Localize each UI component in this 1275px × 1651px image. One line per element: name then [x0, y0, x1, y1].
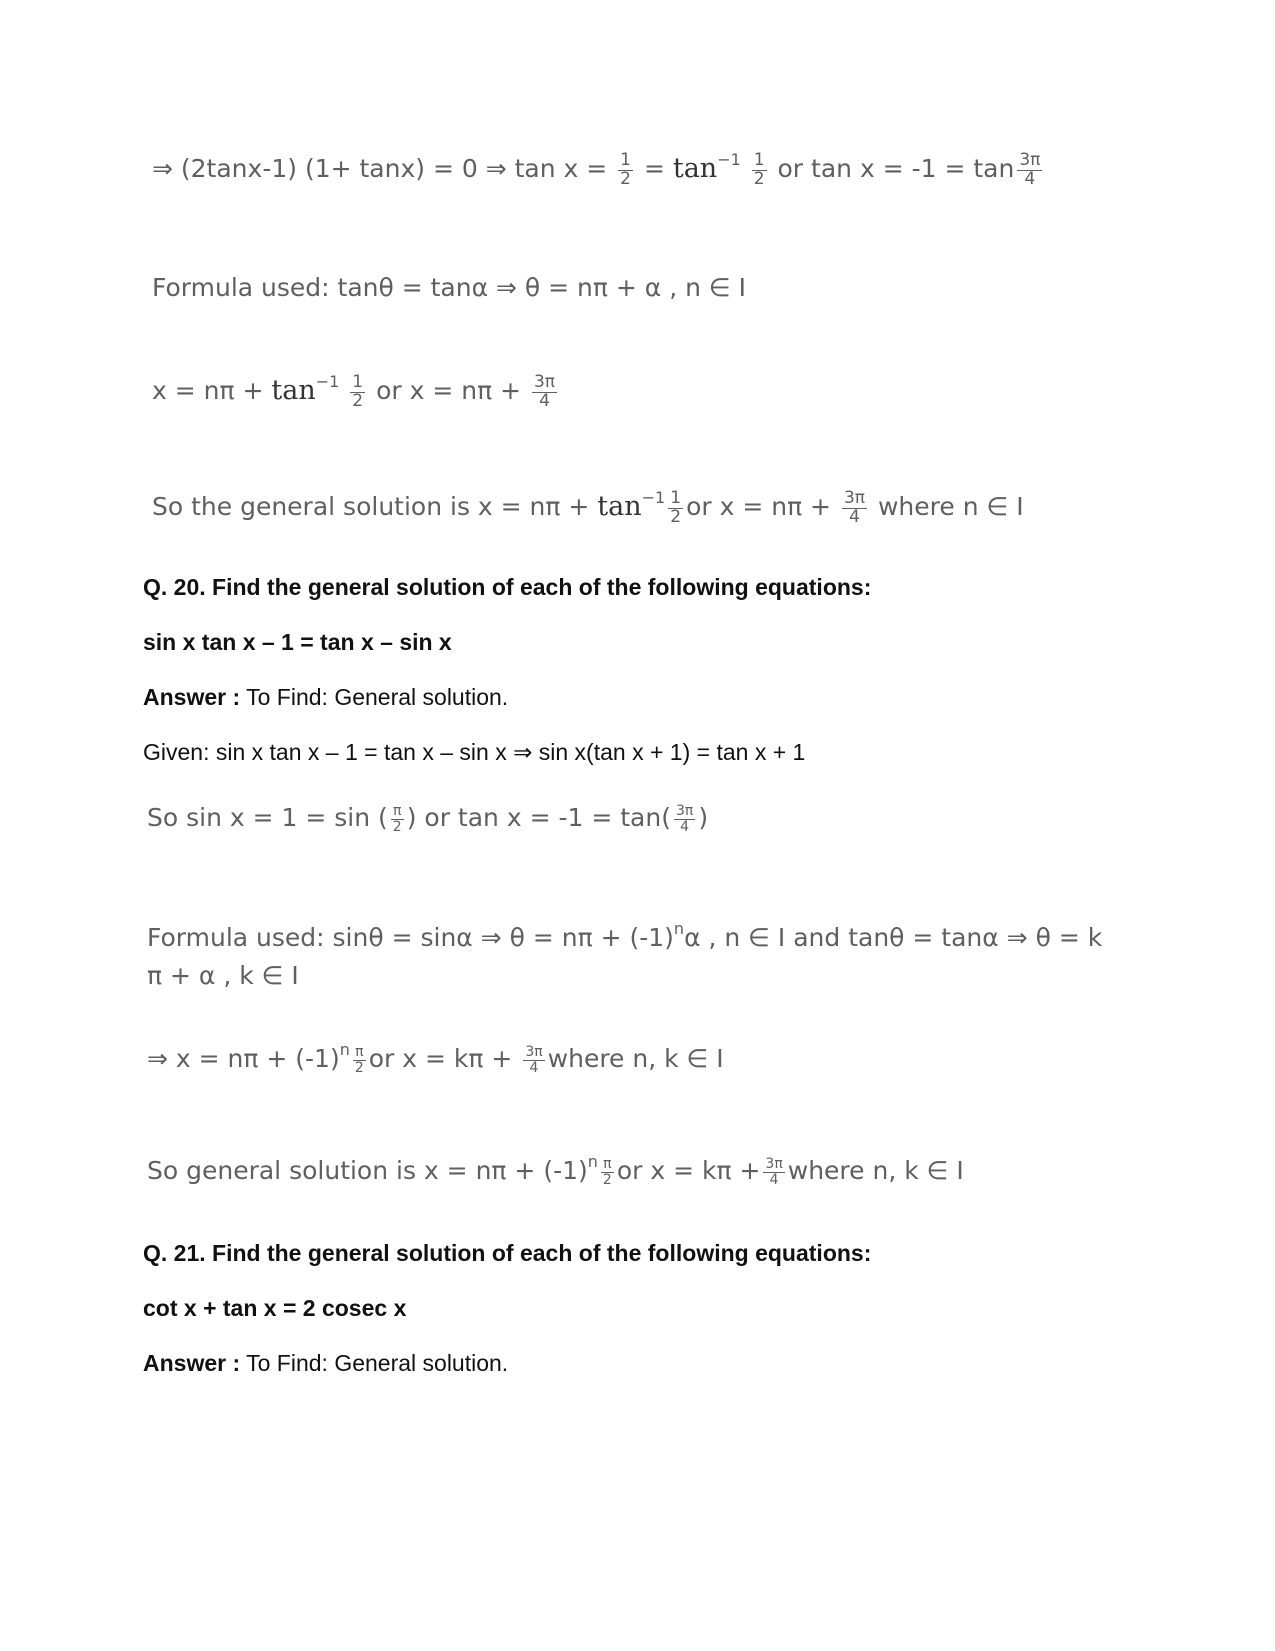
question-20-title: Q. 20. Find the general solution of each of the following equations: [143, 574, 872, 600]
step-solution-20 [147, 1040, 724, 1075]
question-21-equation: cot x + tan x = 2 cosec x [143, 1295, 407, 1321]
numerator: 1 [620, 149, 631, 170]
step-text: where n, k ∈ I [787, 1156, 964, 1185]
denominator: 2 [354, 1059, 364, 1076]
inverse-superscript: −1 [315, 372, 340, 391]
general-solution-20 [147, 1152, 964, 1187]
step-text: So the general solution is x = nπ + [152, 492, 590, 521]
step-text: x = nπ + [152, 376, 264, 405]
fraction [353, 1045, 366, 1075]
step-text: where n, k ∈ I [547, 1044, 724, 1073]
question-21-title: Q. 21. Find the general solution of each of the following equations: [143, 1240, 872, 1266]
step-text: = [643, 154, 665, 183]
formula-used-sin-tan [147, 910, 1102, 995]
step-text: π + α , k ∈ I [147, 961, 299, 990]
fraction [1017, 149, 1042, 189]
fraction [523, 1045, 544, 1075]
numerator: 1 [352, 371, 364, 392]
denominator: 2 [392, 818, 402, 835]
denominator: 4 [529, 1059, 539, 1076]
fraction [752, 149, 767, 189]
step-sin-tan-values [147, 803, 708, 834]
fraction [391, 804, 404, 834]
numerator: 3π [525, 1043, 543, 1060]
fraction [350, 371, 365, 411]
step-text: or tan x = -1 = tan [777, 154, 1015, 183]
fraction [601, 1157, 614, 1187]
answer-text: To Find: General solution. [240, 684, 509, 710]
denominator: 4 [769, 1171, 779, 1188]
step-text: Formula used: sinθ = sinα ⇒ θ = nπ + (-1) [147, 923, 674, 952]
answer-21 [143, 1350, 508, 1377]
fraction [763, 1157, 784, 1187]
fraction [668, 487, 683, 527]
inverse-superscript: −1 [717, 150, 741, 169]
numerator: π [601, 1157, 614, 1173]
denominator: 4 [1024, 168, 1036, 189]
step-text: where n ∈ I [877, 492, 1024, 521]
tan-function: tan [597, 491, 642, 522]
answer-20 [143, 684, 508, 711]
step-text: ) or tan x = -1 = tan( [406, 803, 671, 832]
numerator: 3π [675, 802, 694, 819]
given-20: Given: sin x tan x – 1 = tan x – sin x ⇒ sin x(tan x + 1) = tan x + 1 [143, 739, 806, 765]
power-superscript: n [339, 1040, 350, 1059]
numerator: π [391, 804, 404, 820]
step-text: or x = kπ + [368, 1044, 513, 1073]
numerator: 3π [843, 487, 866, 508]
denominator: 2 [602, 1171, 612, 1188]
fraction [674, 804, 695, 834]
denominator: 4 [539, 390, 550, 411]
numerator: 3π [765, 1155, 783, 1172]
step-text: α , n ∈ I and tanθ = tanα ⇒ θ = k [684, 923, 1103, 952]
step-text: ) [698, 803, 709, 832]
step-text: ⇒ x = nπ + (-1) [147, 1044, 340, 1073]
answer-label: Answer : [143, 1350, 241, 1376]
general-solution-19 [152, 488, 1024, 526]
numerator: π [353, 1045, 366, 1061]
question-20-equation: sin x tan x – 1 = tan x – sin x [143, 629, 452, 655]
step-text: or x = nπ + [686, 492, 832, 521]
answer-label: Answer : [143, 684, 241, 710]
denominator: 2 [620, 168, 631, 189]
power-superscript: n [587, 1152, 598, 1171]
numerator: 1 [670, 487, 682, 508]
step-solution [152, 372, 560, 410]
answer-text: To Find: General solution. [240, 1350, 509, 1376]
power-superscript: n [673, 919, 685, 938]
denominator: 4 [849, 506, 860, 527]
step-text: So sin x = 1 = sin ( [147, 803, 388, 832]
denominator: 2 [753, 168, 765, 189]
step-text: or x = kπ + [616, 1156, 761, 1185]
numerator: 3π [1019, 149, 1041, 170]
formula-used-tan: Formula used: tanθ = tanα ⇒ θ = nπ + α , n ∈ I [152, 273, 746, 302]
numerator: 1 [753, 149, 765, 170]
fraction [532, 371, 557, 411]
inverse-superscript: −1 [641, 488, 666, 507]
denominator: 4 [680, 818, 690, 835]
fraction [618, 149, 633, 189]
step-text: So general solution is x = nπ + (-1) [147, 1156, 588, 1185]
denominator: 2 [670, 506, 682, 527]
tan-function: tan [672, 153, 718, 184]
step-text: ⇒ (2tanx-1) (1+ tanx) = 0 ⇒ tan x = [152, 154, 608, 183]
numerator: 3π [533, 371, 556, 392]
denominator: 2 [352, 390, 364, 411]
fraction [842, 487, 867, 527]
tan-function: tan [271, 375, 316, 406]
step-factorization [152, 150, 1045, 188]
step-text: or x = nπ + [376, 376, 522, 405]
